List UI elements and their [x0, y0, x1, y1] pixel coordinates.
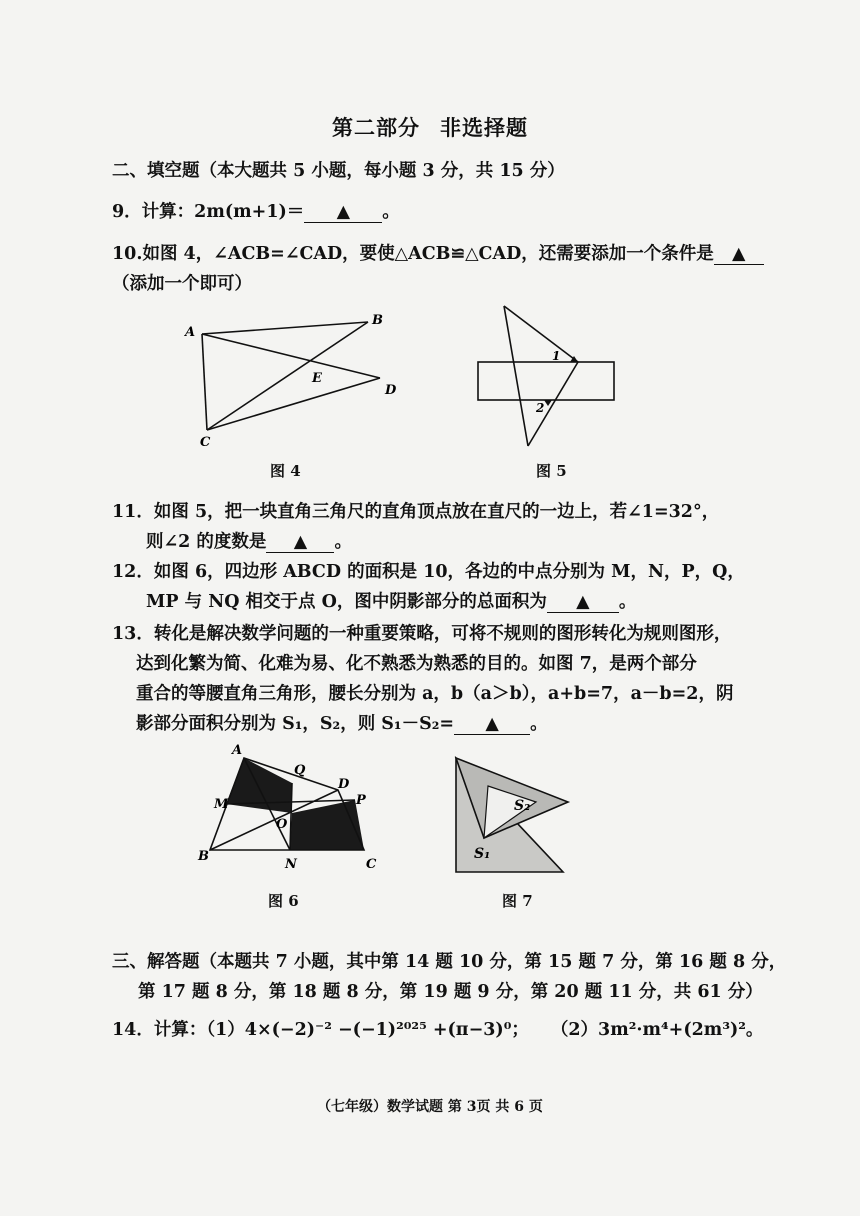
question-13-line-3: 重合的等腰直角三角形，腰长分别为 a，b（a＞b），a+b=7，a－b=2，阴 [136, 684, 734, 704]
q13-end: 。 [530, 714, 548, 734]
region-S1-label: S₁ [474, 846, 491, 862]
point-N: N [285, 857, 297, 872]
answer-blank-q13[interactable]: ▲ [454, 715, 530, 735]
q13-text: 影部分面积分别为 S₁，S₂，则 S₁－S₂= [136, 714, 455, 734]
section-2-header: 二、填空题（本大题共 5 小题，每小题 3 分，共 15 分） [112, 161, 565, 181]
part-name: 非选择题 [440, 115, 528, 140]
figure-4-diagram [180, 308, 410, 458]
question-10-line-1 [112, 240, 764, 265]
answer-blank-q10[interactable]: ▲ [714, 245, 764, 265]
question-12-line-2 [146, 588, 636, 613]
figure-7-diagram [448, 750, 578, 880]
answer-blank-q12[interactable]: ▲ [547, 593, 619, 613]
question-14 [112, 1016, 763, 1041]
q9-end: 。 [382, 202, 400, 222]
section-3-header-line-1: 三、解答题（本题共 7 小题，其中第 14 题 10 分，第 15 题 7 分，第 16 题 8 分， [112, 952, 787, 972]
q12-end: 。 [618, 592, 637, 612]
q14-part-2: （2）3m²·m⁴+(2m³)²。 [550, 1020, 764, 1040]
q14-prefix: 14．计算： [112, 1020, 207, 1040]
point-A: A [185, 325, 196, 340]
section-3-header-line-2: 第 17 题 8 分，第 18 题 8 分，第 19 题 9 分，第 20 题 11 分，共 61 分） [138, 982, 763, 1002]
figure-7-label: 图 7 [502, 892, 533, 910]
point-B: B [198, 849, 209, 864]
point-C: C [366, 857, 377, 872]
q9-text: 9．计算：2m(m+1)＝ [112, 202, 305, 222]
figure-5-label: 图 5 [536, 462, 567, 480]
angle-2-label: 2 [536, 401, 545, 415]
shaded-region-upper [226, 758, 292, 813]
point-D: D [385, 383, 397, 398]
question-11-line-1: 11．如图 5，把一块直角三角尺的直角顶点放在直尺的一边上，若∠1=32°， [112, 502, 720, 522]
part-title [0, 112, 860, 142]
q14-part-1: （1）4×(−2)⁻² −(−1)²⁰²⁵ +(π−3)⁰； [206, 1020, 529, 1040]
answer-blank-q11[interactable]: ▲ [266, 533, 334, 553]
point-C: C [200, 435, 211, 450]
question-9 [112, 198, 400, 223]
angle-1-label: 1 [552, 349, 561, 363]
region-S2-label: S₂ [514, 798, 531, 814]
q12-text: MP 与 NQ 相交于点 O，图中阴影部分的总面积为 [146, 592, 547, 612]
point-E: E [312, 371, 322, 386]
q10-text: 10.如图 4，∠ACB=∠CAD，要使△ACB≌△CAD，还需要添加一个条件是 [112, 244, 714, 264]
question-13-line-1: 13．转化是解决数学问题的一种重要策略，可将不规则的图形转化为规则图形， [112, 624, 732, 644]
question-10-line-2: （添加一个即可） [112, 274, 252, 294]
question-11-line-2 [146, 528, 352, 553]
q11-text: 则∠2 的度数是 [146, 532, 267, 552]
question-13-line-2: 达到化繁为简、化难为易、化不熟悉为熟悉的目的。如图 7，是两个部分 [136, 654, 697, 674]
figure-6-diagram [190, 738, 390, 878]
point-B: B [372, 313, 383, 328]
point-D: D [338, 777, 350, 792]
point-Q: Q [294, 763, 306, 778]
point-A: A [232, 743, 243, 758]
q11-end: 。 [334, 532, 352, 552]
question-13-line-4 [136, 710, 548, 735]
angle-2-marker [544, 400, 552, 406]
point-M: M [214, 797, 229, 812]
page-footer: （七年级）数学试题 第 3页 共 6 页 [317, 1099, 543, 1115]
part-label: 第二部分 [332, 115, 420, 140]
point-O: O [276, 817, 288, 832]
point-P: P [356, 793, 366, 808]
question-12-line-1: 12．如图 6，四边形 ABCD 的面积是 10，各边的中点分别为 M，N，P，Q， [112, 562, 745, 582]
figure-6-label: 图 6 [268, 892, 299, 910]
figure-5-diagram [470, 298, 630, 458]
figure-4-label: 图 4 [270, 462, 301, 480]
answer-blank-q9[interactable]: ▲ [304, 203, 382, 223]
